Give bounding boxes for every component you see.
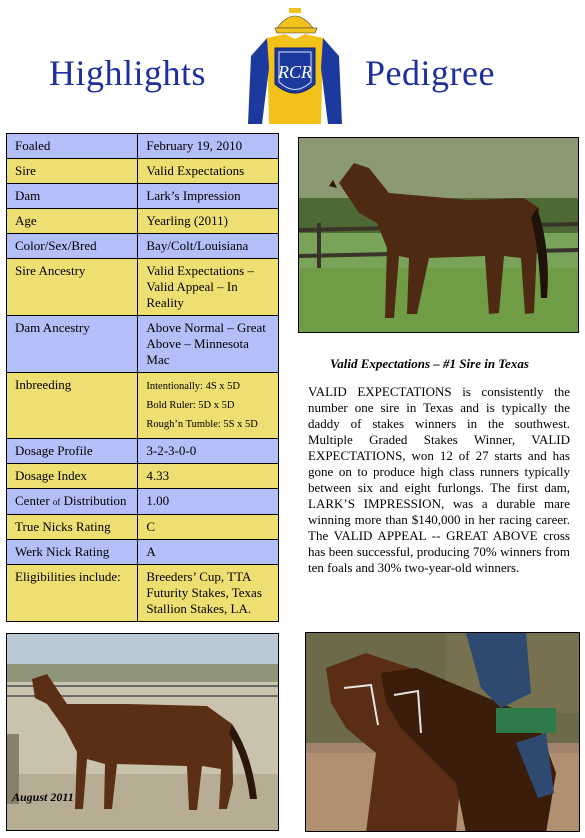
pedigree-row — [7, 373, 279, 439]
pedigree-table — [6, 133, 279, 622]
description-paragraph: VALID EXPECTATIONS is consistently the number one sire in Texas and is typically the daddy of stakes winners in the southwest. Multiple Graded Stakes Winner, VALID EXPECTATIONS, won 12 of 27 starts and has gone on to produce high class runners typically between six and eight furlongs. The first dam, LARK’S IMPRESSION, was a durable mare winning more than $140,000 in her racing career. The VALID APPEAL -- GREAT ABOVE cross has been successful, producing 70% winners from ten foals and 30% two-year-old winners. — [308, 384, 570, 575]
pedigree-row-label: Inbreeding — [7, 373, 138, 439]
logo-monogram: RCR — [278, 62, 312, 82]
pedigree-row-value: February 19, 2010 — [138, 134, 279, 159]
header-pedigree: Pedigree — [365, 53, 495, 93]
pedigree-row — [7, 464, 279, 489]
pedigree-row-label: Werk Nick Rating — [7, 540, 138, 565]
inbreeding-line: Bold Ruler: 5D x 5D — [146, 400, 235, 411]
pedigree-row-label: Center of Distribution — [7, 489, 138, 515]
pedigree-row-value: Above Normal – Great Above – Minnesota Mac — [138, 316, 279, 373]
training-photo — [305, 632, 580, 832]
pedigree-row — [7, 439, 279, 464]
pedigree-row-value: 3-2-3-0-0 — [138, 439, 279, 464]
pedigree-row-label: Age — [7, 209, 138, 234]
pedigree-row-value: Yearling (2011) — [138, 209, 279, 234]
pedigree-row — [7, 209, 279, 234]
pedigree-row — [7, 259, 279, 316]
pedigree-row — [7, 489, 279, 515]
inbreeding-line: Intentionally: 4S x 5D — [146, 381, 241, 392]
yearling-photo-caption: August 2011 — [12, 790, 74, 804]
pedigree-row — [7, 515, 279, 540]
pedigree-row — [7, 184, 279, 209]
pedigree-row — [7, 134, 279, 159]
pedigree-row-label: Dosage Index — [7, 464, 138, 489]
pedigree-row — [7, 316, 279, 373]
pedigree-row-value: 1.00 — [138, 489, 279, 515]
pedigree-row — [7, 159, 279, 184]
pedigree-row-value: Lark’s Impression — [138, 184, 279, 209]
pedigree-row-value: Valid Expectations – Valid Appeal – In Reality — [138, 259, 279, 316]
sire-photo — [298, 137, 579, 333]
pedigree-row-label: Color/Sex/Bred — [7, 234, 138, 259]
pedigree-row-value: A — [138, 540, 279, 565]
pedigree-row-value: Bay/Colt/Louisiana — [138, 234, 279, 259]
pedigree-table-body — [7, 134, 279, 622]
pedigree-row-label: Sire — [7, 159, 138, 184]
pedigree-row — [7, 565, 279, 622]
pedigree-row-label: Eligibilities include: — [7, 565, 138, 622]
pedigree-row-label: Dosage Profile — [7, 439, 138, 464]
sire-photo-caption: Valid Expectations – #1 Sire in Texas — [330, 356, 529, 371]
pedigree-row-value: 4.33 — [138, 464, 279, 489]
header-highlights: Highlights — [49, 53, 207, 93]
pedigree-row — [7, 234, 279, 259]
pedigree-row-value: Valid Expectations — [138, 159, 279, 184]
jockey-silks-logo — [245, 6, 345, 124]
pedigree-row-label: True Nicks Rating — [7, 515, 138, 540]
pedigree-row — [7, 540, 279, 565]
pedigree-row-value — [138, 373, 279, 439]
pedigree-row-label: Dam — [7, 184, 138, 209]
pedigree-row-value: C — [138, 515, 279, 540]
pedigree-row-value: Breeders’ Cup, TTA Futurity Stakes, Texas Stallion Stakes, LA. — [138, 565, 279, 622]
inbreeding-line: Rough’n Tumble: 5S x 5D — [146, 419, 258, 430]
pedigree-row-label: Foaled — [7, 134, 138, 159]
pedigree-row-label: Dam Ancestry — [7, 316, 138, 373]
pedigree-row-label: Sire Ancestry — [7, 259, 138, 316]
